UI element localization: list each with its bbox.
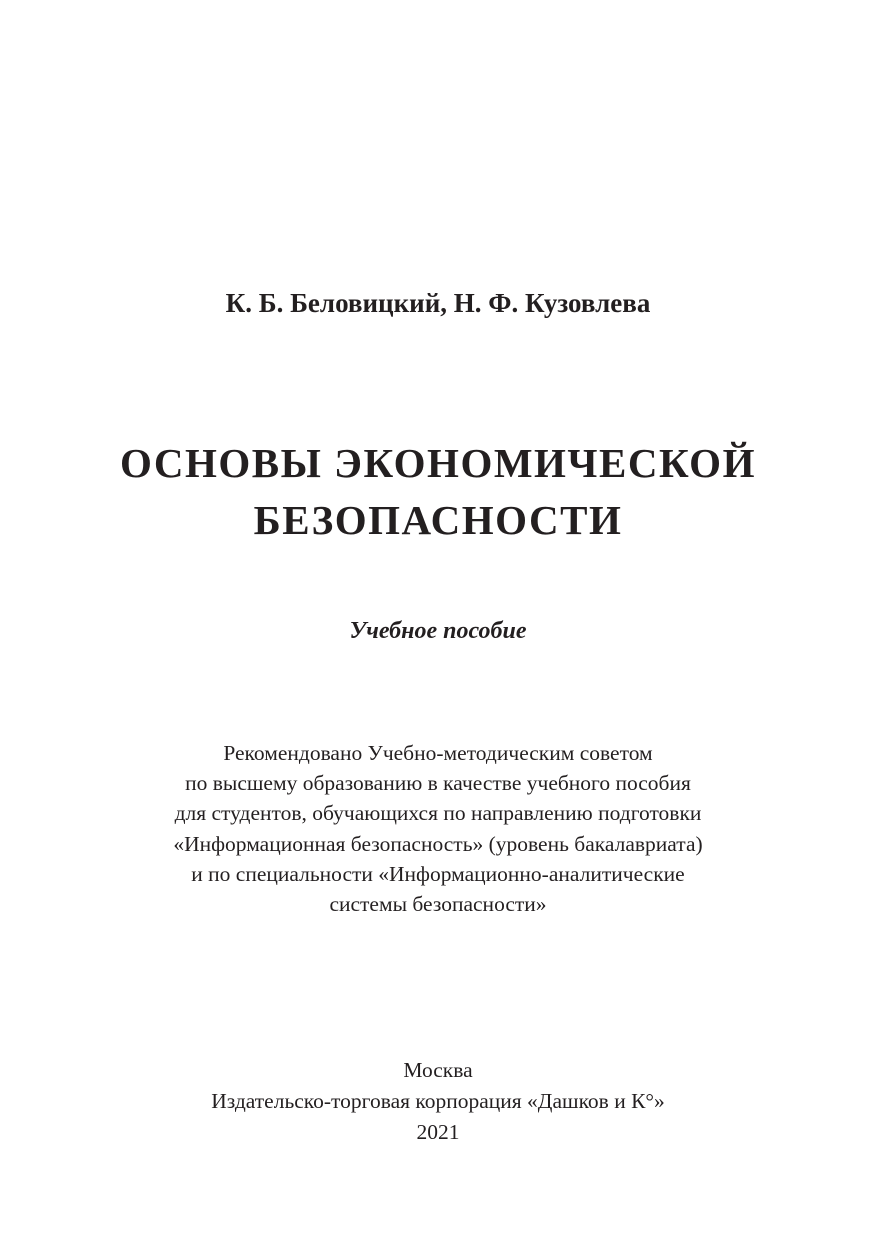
imprint-publisher: Издательско-торговая корпорация «Дашков и К°» bbox=[211, 1089, 665, 1113]
recommendation-line-3: для студентов, обучающихся по направлению подготовки bbox=[174, 801, 702, 825]
recommendation-line-4: «Информационная безопасность» (уровень бакалавриата) bbox=[173, 832, 703, 856]
authors: К. Б. Беловицкий, Н. Ф. Кузовлева bbox=[225, 288, 651, 318]
recommendation-line-6: системы безопасности» bbox=[329, 892, 547, 916]
book-title-line-1: ОСНОВЫ ЭКОНОМИЧЕСКОЙ bbox=[120, 440, 756, 486]
recommendation-line-5: и по специальности «Информационно-аналитические bbox=[191, 862, 685, 886]
imprint-year: 2021 bbox=[416, 1120, 460, 1144]
book-title-line-2: БЕЗОПАСНОСТИ bbox=[253, 497, 623, 543]
book-subtitle: Учебное пособие bbox=[349, 618, 527, 644]
recommendation-line-1: Рекомендовано Учебно-методическим советом bbox=[223, 741, 653, 765]
recommendation-line-2: по высшему образованию в качестве учебного пособия bbox=[185, 771, 691, 795]
imprint-city: Москва bbox=[403, 1058, 473, 1082]
